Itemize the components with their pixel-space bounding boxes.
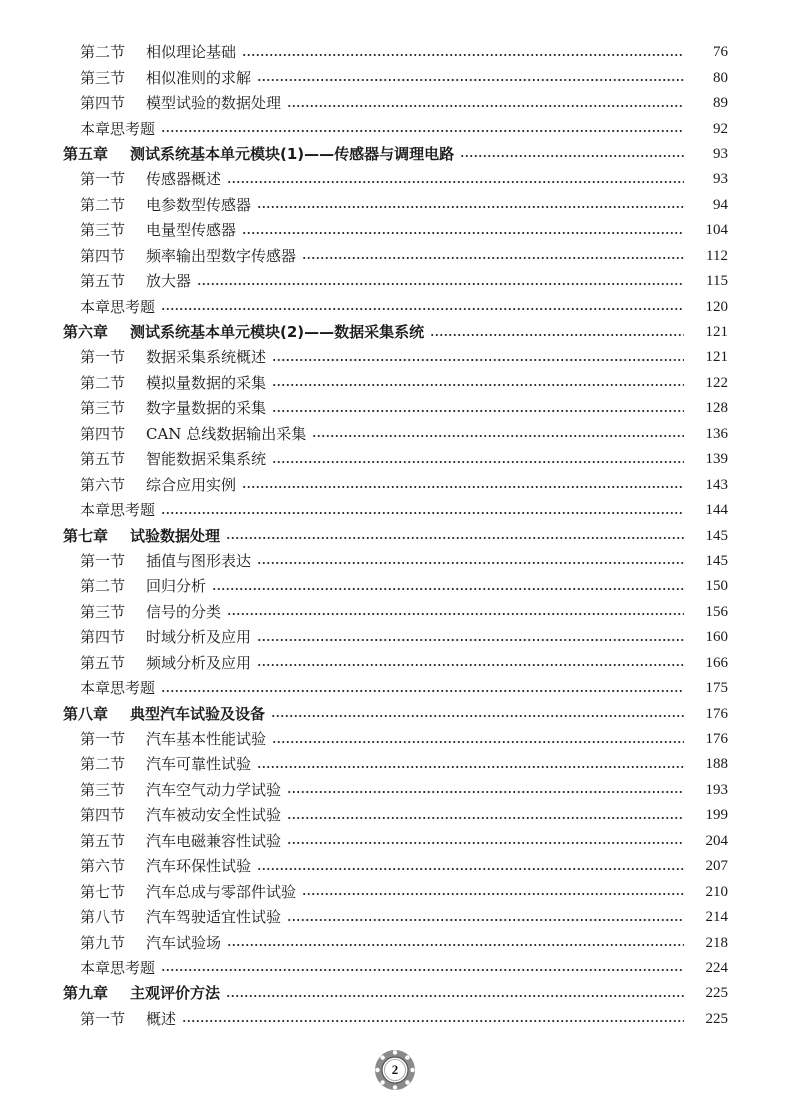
toc-section-row <box>0 396 790 421</box>
toc-entry-title: 典型汽车试验及设备 <box>130 704 266 723</box>
dot-leader <box>226 995 684 997</box>
dot-leader <box>212 588 684 590</box>
toc-section-row <box>0 778 790 803</box>
dot-leader <box>302 257 684 259</box>
toc-entry-page: 144 <box>705 502 728 519</box>
toc-entry-number: 第一节 <box>80 730 126 749</box>
toc-entry-number: 第八节 <box>80 908 126 927</box>
dot-leader <box>161 969 684 971</box>
toc-entry-number: 第二节 <box>80 577 126 596</box>
toc-entry-number: 第二节 <box>80 373 126 392</box>
toc-review-row <box>0 956 790 981</box>
dot-leader <box>257 766 684 768</box>
dot-leader <box>242 486 684 488</box>
dot-leader <box>302 893 684 895</box>
dot-leader <box>227 181 684 183</box>
dot-leader <box>287 817 684 819</box>
toc-entry-page: 128 <box>705 400 728 417</box>
page-number: 2 <box>391 1062 399 1077</box>
toc-entry-page: 207 <box>705 858 728 875</box>
toc-entry-title: 相似准则的求解 <box>146 68 252 87</box>
toc-entry-page: 89 <box>713 95 728 112</box>
toc-review-row <box>0 116 790 141</box>
toc-section-row <box>0 727 790 752</box>
dot-leader <box>287 842 684 844</box>
toc-entry-page: 150 <box>705 578 728 595</box>
toc-entry-number: 第一节 <box>80 1009 126 1028</box>
toc-entry-number: 第七节 <box>80 882 126 901</box>
toc-entry-number: 第九章 <box>63 984 109 1003</box>
dot-leader <box>272 359 684 361</box>
toc-section-row <box>0 65 790 90</box>
toc-entry-page: 92 <box>713 120 728 137</box>
dot-leader <box>460 155 684 157</box>
dot-leader <box>430 334 684 336</box>
toc-entry-title: 频率输出型数字传感器 <box>146 246 297 265</box>
toc-review-row <box>0 294 790 319</box>
toc-section-row <box>0 167 790 192</box>
toc-review-row <box>0 498 790 523</box>
toc-entry-title: 汽车试验场 <box>146 933 222 952</box>
dot-leader <box>227 613 684 615</box>
toc-section-row <box>0 905 790 930</box>
dot-leader <box>287 919 684 921</box>
toc-section-row <box>0 345 790 370</box>
toc-entry-number: 第四节 <box>80 806 126 825</box>
toc-entry-number: 第六章 <box>63 323 109 342</box>
toc-entry-page: 76 <box>713 44 728 61</box>
dot-leader <box>272 410 684 412</box>
dot-leader <box>272 461 684 463</box>
toc-section-row <box>0 625 790 650</box>
toc-entry-page: 145 <box>705 527 728 544</box>
toc-chapter-row <box>0 523 790 548</box>
dot-leader <box>257 639 684 641</box>
toc-chapter-row <box>0 981 790 1006</box>
toc-entry-page: 166 <box>705 654 728 671</box>
toc-entry-title: 本章思考题 <box>80 119 156 138</box>
toc-entry-number: 第二节 <box>80 43 126 62</box>
toc-section-row <box>0 447 790 472</box>
table-of-contents <box>0 40 790 1032</box>
dot-leader <box>272 384 684 386</box>
toc-section-row <box>0 40 790 65</box>
toc-section-row <box>0 549 790 574</box>
toc-entry-title: 电量型传感器 <box>146 221 237 240</box>
toc-entry-number: 第二节 <box>80 755 126 774</box>
toc-entry-title: 插值与图形表达 <box>146 551 252 570</box>
toc-entry-page: 121 <box>705 324 728 341</box>
toc-entry-page: 112 <box>706 247 728 264</box>
toc-review-row <box>0 676 790 701</box>
toc-entry-number: 第五节 <box>80 653 126 672</box>
dot-leader <box>287 105 684 107</box>
toc-entry-title: 汽车驾驶适宜性试验 <box>146 908 282 927</box>
toc-entry-number: 第五章 <box>63 144 109 163</box>
toc-entry-title: 汽车基本性能试验 <box>146 730 267 749</box>
dot-leader <box>257 664 684 666</box>
toc-entry-number: 第四节 <box>80 246 126 265</box>
toc-entry-page: 94 <box>713 196 728 213</box>
toc-section-row <box>0 829 790 854</box>
toc-entry-page: 175 <box>705 680 728 697</box>
toc-entry-title: 数字量数据的采集 <box>146 399 267 418</box>
toc-entry-title: 测试系统基本单元模块(1)——传感器与调理电路 <box>130 144 455 163</box>
toc-entry-page: 225 <box>705 985 728 1002</box>
toc-entry-title: 智能数据采集系统 <box>146 450 267 469</box>
toc-entry-title: 汽车被动安全性试验 <box>146 806 282 825</box>
toc-entry-page: 193 <box>705 781 728 798</box>
toc-section-row <box>0 854 790 879</box>
toc-entry-number: 第三节 <box>80 399 126 418</box>
toc-entry-number: 第三节 <box>80 221 126 240</box>
toc-entry-page: 80 <box>713 69 728 86</box>
toc-entry-page: 136 <box>705 425 728 442</box>
toc-entry-page: 204 <box>705 832 728 849</box>
dot-leader <box>161 512 684 514</box>
toc-section-row <box>0 218 790 243</box>
dot-leader <box>257 868 684 870</box>
toc-entry-page: 160 <box>705 629 728 646</box>
toc-entry-title: 本章思考题 <box>80 679 156 698</box>
toc-entry-title: 汽车电磁兼容性试验 <box>146 831 282 850</box>
toc-section-row <box>0 1007 790 1032</box>
toc-entry-page: 145 <box>705 552 728 569</box>
toc-entry-page: 214 <box>705 909 728 926</box>
toc-section-row <box>0 91 790 116</box>
toc-entry-title: 概述 <box>146 1009 177 1028</box>
toc-entry-title: 汽车可靠性试验 <box>146 755 252 774</box>
toc-entry-page: 93 <box>713 171 728 188</box>
toc-section-row <box>0 752 790 777</box>
toc-entry-page: 210 <box>705 883 728 900</box>
toc-entry-number: 第五节 <box>80 831 126 850</box>
toc-entry-title: CAN 总线数据输出采集 <box>146 424 307 443</box>
dot-leader <box>227 944 684 946</box>
dot-leader <box>161 308 684 310</box>
toc-section-row <box>0 193 790 218</box>
toc-section-row <box>0 879 790 904</box>
dot-leader <box>161 130 684 132</box>
dot-leader <box>197 283 684 285</box>
toc-entry-number: 第三节 <box>80 602 126 621</box>
toc-entry-title: 时域分析及应用 <box>146 628 252 647</box>
toc-entry-number: 第四节 <box>80 94 126 113</box>
toc-entry-title: 信号的分类 <box>146 602 222 621</box>
toc-entry-title: 试验数据处理 <box>130 526 221 545</box>
toc-entry-title: 主观评价方法 <box>130 984 221 1003</box>
toc-entry-page: 199 <box>705 807 728 824</box>
toc-entry-number: 第一节 <box>80 551 126 570</box>
toc-entry-page: 224 <box>705 959 728 976</box>
toc-entry-title: 本章思考题 <box>80 958 156 977</box>
toc-entry-number: 第三节 <box>80 780 126 799</box>
toc-entry-number: 第五节 <box>80 272 126 291</box>
toc-section-row <box>0 574 790 599</box>
toc-entry-page: 218 <box>705 934 728 951</box>
toc-entry-page: 156 <box>705 603 728 620</box>
toc-entry-number: 第四节 <box>80 628 126 647</box>
toc-entry-page: 139 <box>705 451 728 468</box>
toc-entry-title: 汽车环保性试验 <box>146 857 252 876</box>
page-number-badge <box>373 1048 417 1092</box>
toc-chapter-row <box>0 701 790 726</box>
toc-entry-page: 121 <box>705 349 728 366</box>
toc-entry-number: 第一节 <box>80 348 126 367</box>
toc-entry-page: 93 <box>713 145 728 162</box>
toc-section-row <box>0 651 790 676</box>
dot-leader <box>287 791 684 793</box>
toc-entry-number: 第八章 <box>63 704 109 723</box>
toc-chapter-row <box>0 320 790 345</box>
toc-entry-number: 第一节 <box>80 170 126 189</box>
toc-entry-number: 第九节 <box>80 933 126 952</box>
dot-leader <box>242 54 684 56</box>
dot-leader <box>257 562 684 564</box>
toc-section-row <box>0 371 790 396</box>
dot-leader <box>182 1020 684 1022</box>
toc-entry-number: 第二节 <box>80 195 126 214</box>
toc-entry-title: 模型试验的数据处理 <box>146 94 282 113</box>
toc-section-row <box>0 600 790 625</box>
dot-leader <box>257 206 684 208</box>
toc-entry-title: 数据采集系统概述 <box>146 348 267 367</box>
toc-entry-title: 本章思考题 <box>80 501 156 520</box>
toc-section-row <box>0 422 790 447</box>
dot-leader <box>161 690 684 692</box>
toc-entry-title: 相似理论基础 <box>146 43 237 62</box>
toc-section-row <box>0 472 790 497</box>
toc-entry-title: 综合应用实例 <box>146 475 237 494</box>
toc-section-row <box>0 269 790 294</box>
toc-entry-title: 频域分析及应用 <box>146 653 252 672</box>
toc-section-row <box>0 244 790 269</box>
toc-entry-title: 汽车空气动力学试验 <box>146 780 282 799</box>
toc-entry-title: 测试系统基本单元模块(2)——数据采集系统 <box>130 323 425 342</box>
toc-entry-page: 225 <box>705 1010 728 1027</box>
toc-entry-title: 传感器概述 <box>146 170 222 189</box>
dot-leader <box>226 537 684 539</box>
dot-leader <box>242 232 684 234</box>
toc-entry-title: 回归分析 <box>146 577 207 596</box>
toc-entry-title: 本章思考题 <box>80 297 156 316</box>
toc-entry-page: 104 <box>705 222 728 239</box>
toc-entry-number: 第七章 <box>63 526 109 545</box>
toc-section-row <box>0 803 790 828</box>
toc-entry-page: 176 <box>705 731 728 748</box>
toc-chapter-row <box>0 142 790 167</box>
toc-entry-page: 188 <box>705 756 728 773</box>
toc-entry-page: 143 <box>705 476 728 493</box>
dot-leader <box>272 741 684 743</box>
toc-entry-number: 第五节 <box>80 450 126 469</box>
toc-entry-number: 第三节 <box>80 68 126 87</box>
toc-entry-title: 放大器 <box>146 272 192 291</box>
toc-entry-title: 汽车总成与零部件试验 <box>146 882 297 901</box>
dot-leader <box>312 435 684 437</box>
dot-leader <box>257 79 684 81</box>
toc-entry-number: 第四节 <box>80 424 126 443</box>
toc-section-row <box>0 930 790 955</box>
dot-leader <box>271 715 684 717</box>
toc-entry-page: 120 <box>705 298 728 315</box>
toc-entry-number: 第六节 <box>80 857 126 876</box>
toc-entry-number: 第六节 <box>80 475 126 494</box>
toc-entry-page: 115 <box>706 273 728 290</box>
toc-entry-page: 176 <box>705 705 728 722</box>
toc-entry-page: 122 <box>705 374 728 391</box>
toc-entry-title: 电参数型传感器 <box>146 195 252 214</box>
toc-entry-title: 模拟量数据的采集 <box>146 373 267 392</box>
